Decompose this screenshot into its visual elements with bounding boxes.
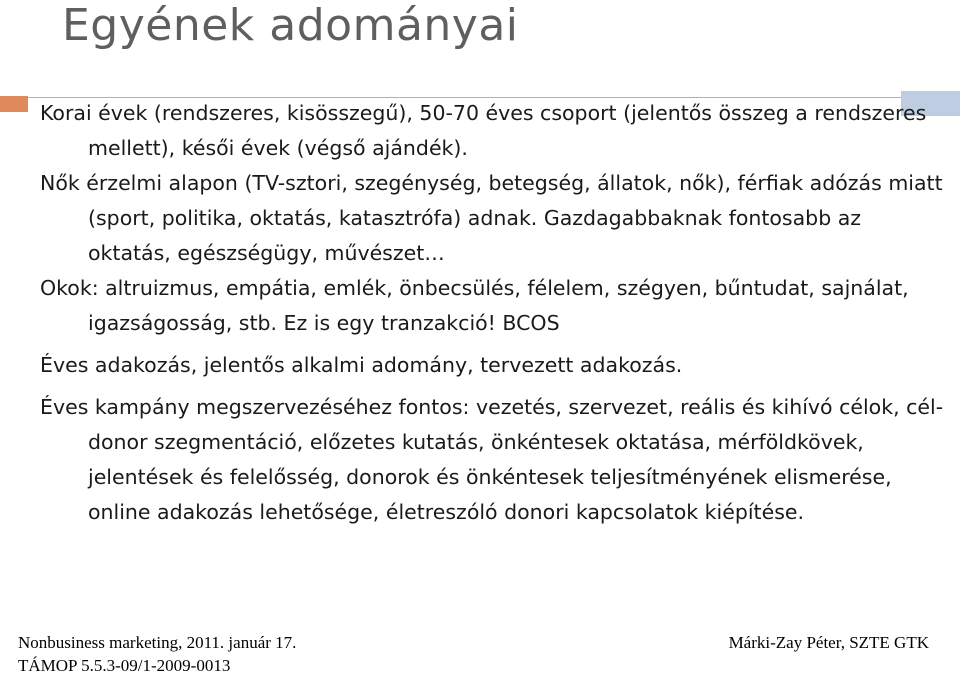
accent-bar-orange [0,96,28,112]
slide-body [40,96,945,530]
footer-course: Nonbusiness marketing, 2011. január 17. [18,633,297,652]
paragraph-giving-types: Éves adakozás, jelentős alkalmi adomány, tervezett adakozás. [40,353,683,377]
footer-project-code: TÁMOP 5.5.3-09/1-2009-0013 [18,656,231,675]
footer-author: Márki-Zay Péter, SZTE GTK [728,633,929,652]
paragraph-reasons: Okok: altruizmus, empátia, emlék, önbecsülés, félelem, szégyen, bűntudat, sajnálat, igazságosság, stb. Ez is egy tranzakció! BCOS [40,276,909,335]
paragraph-annual-campaign: Éves kampány megszervezéséhez fontos: vezetés, szervezet, reális és kihívó célok, cél-donor szegmentáció, előzetes kutatás, önkéntesek oktatása, mérföldkövek, jelentések és felelősség, donorok és önkéntesek teljesítményének elismerése, online adakozás lehetősége, életreszóló donori kapcsolatok kiépítése. [40,395,944,524]
paragraph-age-groups: Korai évek (rendszeres, kisösszegű), 50-70 éves csoport (jelentős összeg a rendszeres mellett), késői évek (végső ajándék). [40,101,927,160]
slide-title: Egyének adományai [62,0,519,51]
paragraph-gender: Nők érzelmi alapon (TV-sztori, szegénység, betegség, állatok, nők), férfiak adózás miatt (sport, politika, oktatás, katasztrófa) adnak. Gazdagabbaknak fontosabb az oktatás, egészségügy, művészet… [40,171,943,265]
